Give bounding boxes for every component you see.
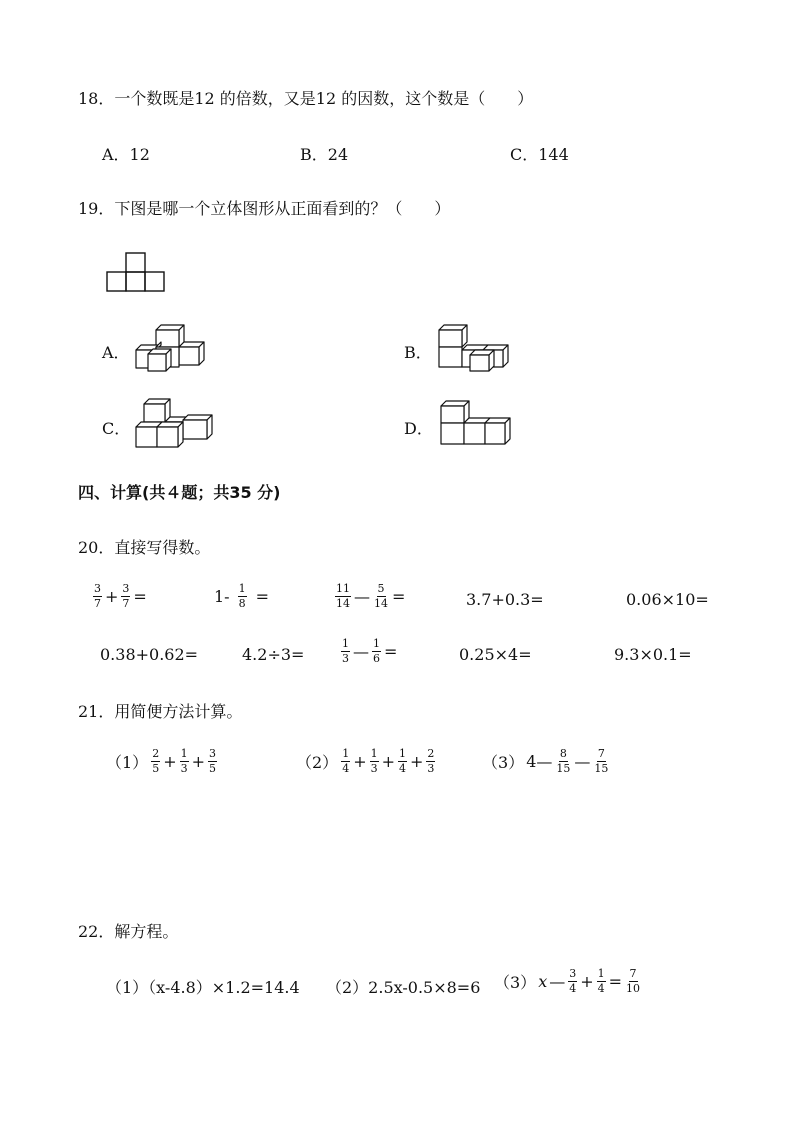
q19-option-b-figure bbox=[436, 322, 512, 374]
q18-option-a: A．12 bbox=[102, 145, 150, 164]
q19-option-c-label: C． bbox=[102, 419, 131, 438]
q19-option-d-figure bbox=[438, 398, 518, 450]
q20-r1-e1: $\frac{3}{7}$ + $\frac{3}{7}$ = bbox=[94, 582, 147, 610]
q22-stem: 22．解方程。 bbox=[78, 922, 179, 941]
q22-part3: （3） x — $\frac{3}{4}$ + $\frac{1}{4}$ = $\frac{7}{10}$ bbox=[494, 967, 641, 995]
q22-part2: （2）2.5x-0.5×8=6 bbox=[326, 978, 481, 997]
q20-r2-e5: 9.3×0.1= bbox=[614, 645, 692, 664]
q20-stem: 20．直接写得数。 bbox=[78, 538, 211, 557]
section-title: 四、计算(共４题；共35 分) bbox=[78, 483, 281, 502]
q18-option-c: C．144 bbox=[510, 145, 569, 164]
q19-option-b-label: B． bbox=[404, 343, 432, 362]
q19-option-a-label: A． bbox=[102, 343, 130, 362]
q20-r2-e3: $\frac{1}{3}$ — $\frac{1}{6}$ = bbox=[342, 637, 398, 665]
q20-r1-e5: 0.06×10= bbox=[626, 590, 709, 609]
q19-option-c-figure bbox=[132, 396, 218, 452]
q21-stem: 21．用简便方法计算。 bbox=[78, 702, 243, 721]
q20-r1-e4: 3.7+0.3= bbox=[466, 590, 544, 609]
q21-part1: （1） $\frac{2}{5}$ + $\frac{1}{3}$ + $\frac{3}{5}$ bbox=[106, 747, 216, 775]
q18-option-b: B．24 bbox=[300, 145, 349, 164]
q20-r1-e2: 1- $\frac{1}{8}$ = bbox=[214, 582, 270, 610]
q20-r2-e4: 0.25×4= bbox=[459, 645, 532, 664]
q21-part2: （2） $\frac{1}{4}$ + $\frac{1}{3}$ + $\frac{1}{4}$ + $\frac{2}{3}$ bbox=[296, 747, 435, 775]
q19-option-d-label: D． bbox=[404, 419, 433, 438]
q18-stem: 18．一个数既是12 的倍数，又是12 的因数，这个数是（ ） bbox=[78, 89, 534, 108]
front-view-figure bbox=[106, 252, 168, 294]
q20-r2-e2: 4.2÷3= bbox=[242, 645, 305, 664]
q20-r1-e3: $\frac{11}{14}$ — $\frac{5}{14}$ = bbox=[336, 582, 406, 610]
q19-option-a-figure bbox=[134, 322, 210, 374]
q22-part1: （1）（x-4.8）×1.2=14.4 bbox=[106, 978, 300, 997]
q21-part3: （3） 4— $\frac{8}{15}$ — $\frac{7}{15}$ bbox=[482, 747, 609, 775]
q19-stem: 19．下图是哪一个立体图形从正面看到的？（ ） bbox=[78, 199, 451, 218]
q20-r2-e1: 0.38+0.62= bbox=[100, 645, 199, 664]
